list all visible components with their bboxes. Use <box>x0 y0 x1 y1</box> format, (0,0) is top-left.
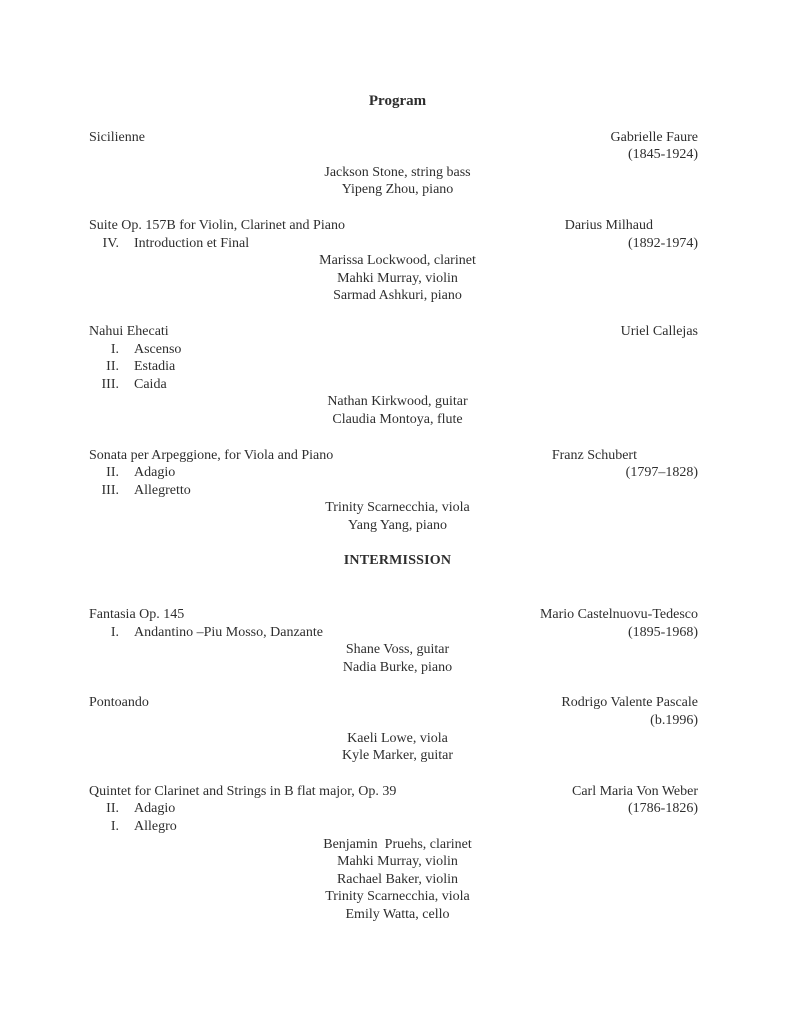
movement <box>89 358 175 376</box>
composer-dates: (1797–1828) <box>625 465 698 481</box>
performer-list <box>89 641 698 676</box>
performer-list <box>89 499 698 534</box>
performer-list <box>89 252 698 305</box>
program-item-nahui-ehecati <box>89 323 698 429</box>
movement-title: Ascenso <box>134 341 182 357</box>
movement-row <box>89 341 698 359</box>
composer-name: Rodrigo Valente Pascale <box>561 695 698 711</box>
composer-dates-row <box>89 146 698 164</box>
performer: Mahki Murray, violin <box>337 854 458 870</box>
movement <box>89 482 191 500</box>
composer-dates: (b.1996) <box>650 713 698 729</box>
piece-title: Sonata per Arpeggione, for Viola and Piano <box>89 447 334 463</box>
movement <box>89 800 175 818</box>
performer-list <box>89 836 698 924</box>
performer: Jackson Stone, string bass <box>324 164 471 180</box>
composer-name: Franz Schubert <box>551 447 637 463</box>
piece-title: Sicilienne <box>89 129 145 145</box>
piece-title: Quintet for Clarinet and Strings in B flat major, Op. 39 <box>89 783 397 799</box>
movement-numeral: III. <box>101 376 119 392</box>
performer: Trinity Scarnecchia, viola <box>325 889 470 905</box>
program-item-pontoando <box>89 694 698 764</box>
performer-list <box>89 164 698 199</box>
movement <box>89 818 177 836</box>
program-item-suite-milhaud <box>89 217 698 305</box>
piece-header-row <box>89 447 698 465</box>
movement-title: Introduction et Final <box>134 235 250 251</box>
movement-numeral: II. <box>106 801 119 817</box>
composer-dates: (1892-1974) <box>628 235 698 251</box>
performer: Sarmad Ashkuri, piano <box>333 288 462 304</box>
performer: Benjamin Pruehs, clarinet <box>323 836 472 852</box>
movement-title: Allegro <box>134 819 177 834</box>
movement-title: Andantino –Piu Mosso, Danzante <box>134 624 323 640</box>
composer-name: Gabrielle Faure <box>610 129 698 145</box>
program-item-quintet-weber <box>89 783 698 924</box>
movement-row <box>89 818 698 836</box>
performer: Nadia Burke, piano <box>342 659 453 675</box>
composer-name: Darius Milhaud <box>564 217 653 233</box>
movement-row <box>89 482 698 500</box>
movement-row <box>89 235 698 253</box>
movement-title: Adagio <box>134 801 176 817</box>
movement-title: Allegretto <box>134 482 191 498</box>
piece-header-row <box>89 323 698 341</box>
piece-title: Fantasia Op. 145 <box>89 607 185 623</box>
performer: Yang Yang, piano <box>348 517 447 533</box>
performer: Emily Watta, cello <box>345 906 450 922</box>
piece-header-row <box>89 783 698 801</box>
program-item-sonata-arpeggione <box>89 447 698 535</box>
movement <box>89 376 167 394</box>
movement-row <box>89 358 698 376</box>
movement <box>89 624 323 642</box>
movement-row <box>89 464 698 482</box>
piece-title: Pontoando <box>89 695 149 711</box>
performer: Marissa Lockwood, clarinet <box>319 253 476 269</box>
performer: Mahki Murray, violin <box>337 270 458 286</box>
movement <box>89 341 181 359</box>
performer: Rachael Baker, violin <box>336 871 459 887</box>
program-item-fantasia <box>89 606 698 676</box>
piece-title: Nahui Ehecati <box>89 323 169 339</box>
composer-dates: (1845-1924) <box>628 147 698 163</box>
movement-numeral: II. <box>106 465 119 481</box>
movement-numeral: I. <box>110 819 119 834</box>
performer: Kaeli Lowe, viola <box>347 730 448 746</box>
movement-row <box>89 624 698 642</box>
movement-numeral: II. <box>106 359 119 375</box>
performer: Yipeng Zhou, piano <box>341 182 454 198</box>
piece-header-row <box>89 129 698 147</box>
composer-name: Uriel Callejas <box>620 323 698 339</box>
composer-dates: (1786-1826) <box>628 801 698 817</box>
performer-list <box>89 730 698 765</box>
performer-list <box>89 393 698 428</box>
piece-header-row <box>89 694 698 712</box>
performer: Trinity Scarnecchia, viola <box>325 500 470 516</box>
movement-title: Estadia <box>134 359 176 375</box>
intermission-heading: INTERMISSION <box>343 553 452 569</box>
movement-numeral: III. <box>101 482 119 498</box>
program-item-sicilienne <box>89 129 698 199</box>
composer-name: Carl Maria Von Weber <box>571 783 698 799</box>
movement-title: Adagio <box>134 465 176 481</box>
piece-title: Suite Op. 157B for Violin, Clarinet and Piano <box>89 217 345 233</box>
movement-title: Caida <box>134 376 167 392</box>
performer: Claudia Montoya, flute <box>332 411 463 427</box>
performer: Kyle Marker, guitar <box>341 748 453 764</box>
movement-numeral: I. <box>110 624 119 640</box>
movement <box>89 464 175 482</box>
movement <box>89 235 249 253</box>
movement-row <box>89 376 698 394</box>
piece-header-row <box>89 217 698 235</box>
composer-name: Mario Castelnuovu-Tedesco <box>539 607 698 623</box>
performer: Nathan Kirkwood, guitar <box>327 394 468 410</box>
composer-dates: (1895-1968) <box>628 624 698 640</box>
performer: Shane Voss, guitar <box>345 642 450 658</box>
movement-numeral: IV. <box>102 235 119 251</box>
movement-numeral: I. <box>110 341 119 357</box>
movement-row <box>89 800 698 818</box>
piece-header-row <box>89 606 698 624</box>
composer-dates-row <box>89 712 698 730</box>
page-title: Program <box>368 93 427 109</box>
